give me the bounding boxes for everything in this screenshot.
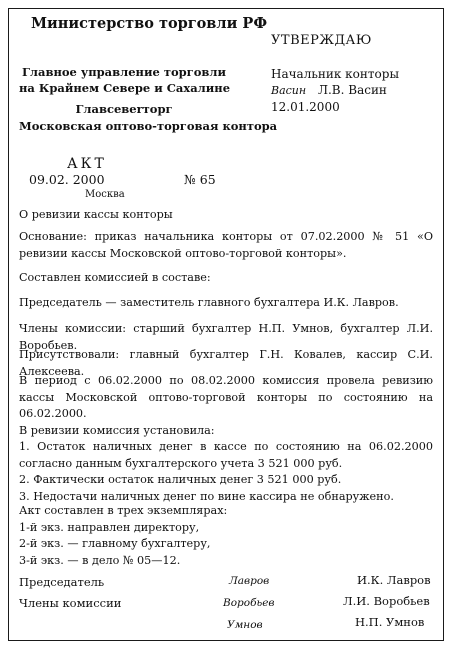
subject-text: О ревизии кассы конторы: [19, 208, 173, 221]
members-label: Члены комиссии: [19, 596, 122, 610]
act-date: 09.02. 2000: [29, 172, 105, 187]
act-subject: [19, 207, 433, 224]
commission-intro-text: Составлен комиссией в составе:: [19, 271, 211, 284]
main-department-line1: Главное управление торговли: [21, 65, 227, 79]
chairman-signature: Лавров: [229, 575, 270, 587]
copies-intro-text: Акт составлен в трех экземплярах:: [19, 504, 228, 517]
established-text: В ревизии комиссия установила:: [19, 423, 215, 437]
period-text: В период с 06.02.2000 по 08.02.2000 комиссия провела ревизию кассы Московской оптово-торговой конторы по состоянию на 06.02.2000.: [19, 374, 433, 420]
approval-title: УТВЕРЖДАЮ: [271, 33, 372, 48]
main-department-line2: на Крайнем Севере и Сахалине: [19, 81, 231, 95]
chairman-line: [19, 295, 433, 312]
chairman-label: Председатель: [19, 575, 105, 589]
glavsevertorg-title: Главсевerторг: [75, 102, 173, 116]
finding-item-3: 3. Недостачи наличных денег по вине кассира не обнаружено.: [19, 489, 394, 503]
act-title: АКТ: [67, 156, 107, 172]
approval-signature: Васин: [271, 84, 307, 97]
finding-item-1: 1. Остаток наличных денег в кассе по состоянию на 06.02.2000 согласно данным бухгалтерского учета 3 521 000 руб.: [19, 440, 433, 470]
findings-block: [19, 373, 433, 505]
member1-name: Л.И. Воробьев: [343, 594, 430, 608]
present-text: Присутствовали: главный бухгалтер Г.Н. Ковалев, кассир С.И. Алексеева.: [19, 348, 433, 378]
copy-1-text: 1-й экз. направлен директору,: [19, 520, 200, 534]
copy-2-text: 2-й экз. — главному бухгалтеру,: [19, 537, 211, 550]
approval-position: Начальник конторы: [271, 67, 399, 81]
chairman-text: Председатель — заместитель главного бухгалтера И.К. Лавров.: [19, 296, 399, 309]
member2-name: Н.П. Умнов: [355, 615, 425, 629]
act-document: [8, 8, 444, 641]
member1-signature: Воробьев: [223, 597, 275, 609]
finding-item-2: 2. Фактически остаток наличных денег 3 521 000 руб.: [19, 473, 342, 486]
approval-signature-line: [271, 83, 387, 97]
members-text: Члены комиссии: старший бухгалтер Н.П. Умнов, бухгалтер Л.И. Воробьев.: [19, 322, 433, 352]
act-place: Москва: [85, 189, 125, 200]
office-title: Московская оптово-торговая контора: [19, 119, 278, 133]
member2-signature: Умнов: [227, 619, 263, 631]
copies-block: [19, 503, 433, 569]
basis-text: Основание: приказ начальника конторы от 07.02.2000 № 51 «О ревизии кассы Московской оптово-торговой конторы».: [19, 230, 433, 260]
ministry-title: Министерство торговли РФ: [31, 15, 268, 32]
act-basis: [19, 229, 433, 262]
chairman-name: И.К. Лавров: [357, 573, 431, 587]
commission-intro: [19, 270, 433, 287]
approval-date: 12.01.2000: [271, 100, 340, 114]
act-number: № 65: [184, 172, 216, 187]
approval-name: Л.В. Васин: [317, 83, 387, 97]
copy-3-text: 3-й экз. — в дело № 05—12.: [19, 553, 181, 567]
